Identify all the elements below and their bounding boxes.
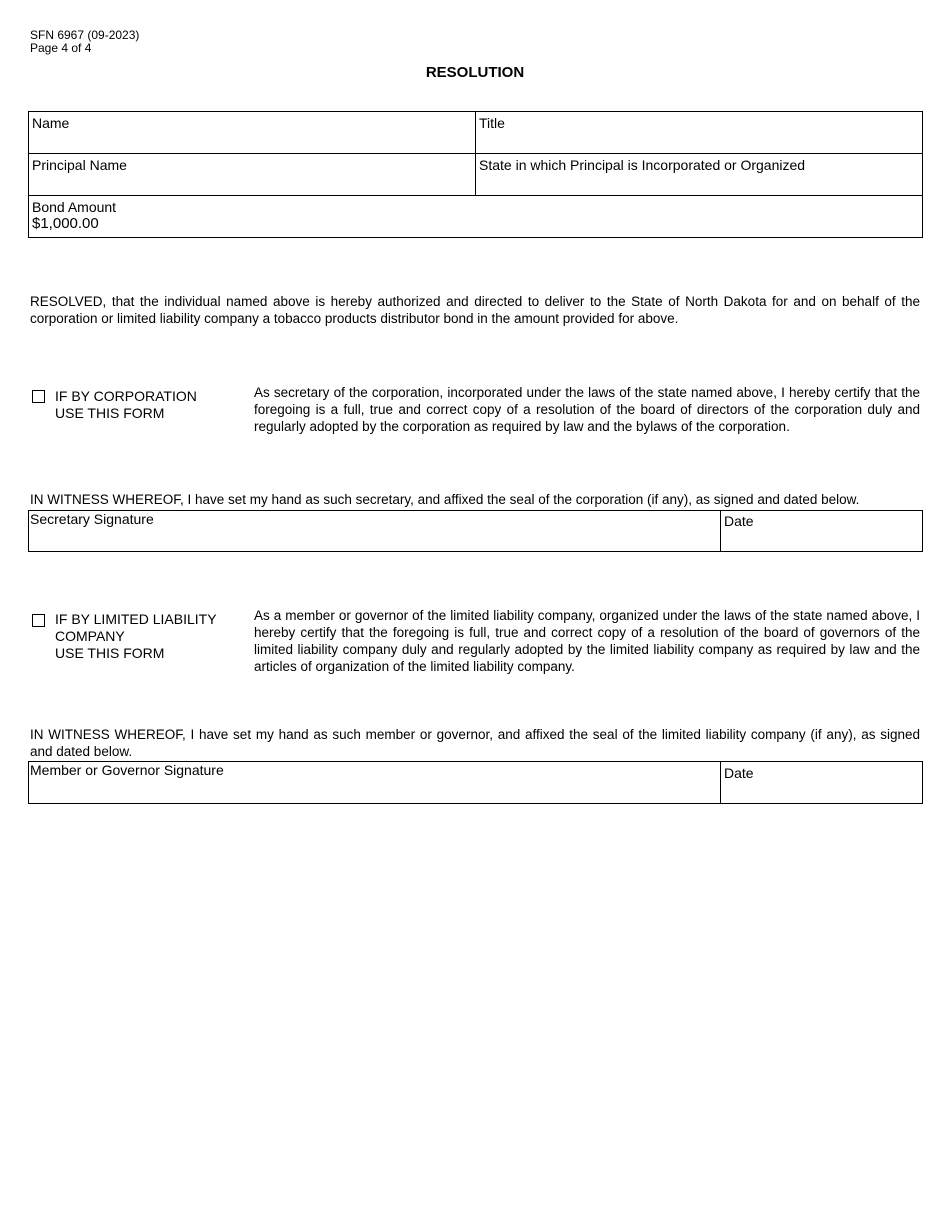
resolved-paragraph: RESOLVED, that the individual named above is hereby authorized and directed to deliver to the State of North Dakota for and on behalf of the corporation or limited liability company a tobacco products distributor bond in the amount provided for above. — [30, 294, 920, 326]
corporation-checkbox[interactable] — [32, 390, 45, 403]
name-field[interactable] — [28, 111, 476, 154]
state-label: State in which Principal is Incorporated or Organized — [479, 157, 806, 173]
secretary-signature-field[interactable] — [28, 510, 721, 552]
corporation-label-line2: USE THIS FORM — [55, 405, 165, 421]
llc-label-line3: USE THIS FORM — [55, 645, 165, 661]
state-field[interactable] — [475, 153, 923, 196]
llc-date-label: Date — [724, 765, 754, 781]
llc-label-line1: IF BY LIMITED LIABILITY — [55, 611, 217, 627]
llc-witness-text: IN WITNESS WHEREOF, I have set my hand as such member or governor, and affixed the seal of the limited liability company (if any), as signed and dated below. — [30, 727, 920, 759]
page-number: Page 4 of 4 — [30, 41, 92, 55]
llc-certify-text: As a member or governor of the limited liability company, organized under the laws of the state named above, I hereby certify that the foregoing is full, true and correct copy of a resolution of the board of governors of the limited liability company duly and regularly adopted by the limited liability company as required by law and the articles of organization of the limited liability company. — [254, 608, 920, 674]
corporation-checkbox-label — [55, 388, 197, 422]
principal-name-field[interactable] — [28, 153, 476, 196]
form-number: SFN 6967 (09-2023) — [30, 28, 140, 42]
secretary-signature-label: Secretary Signature — [30, 511, 154, 527]
member-signature-label: Member or Governor Signature — [30, 762, 224, 778]
bond-amount-field[interactable] — [28, 195, 923, 238]
llc-checkbox[interactable] — [32, 614, 45, 627]
corporation-date-field[interactable] — [720, 510, 923, 552]
llc-label-line2: COMPANY — [55, 628, 125, 644]
principal-name-label: Principal Name — [32, 157, 127, 173]
corporation-label-line1: IF BY CORPORATION — [55, 388, 197, 404]
name-label: Name — [32, 115, 70, 131]
title-field[interactable] — [475, 111, 923, 154]
page-title: RESOLUTION — [425, 64, 525, 81]
title-label: Title — [479, 115, 505, 131]
llc-checkbox-label — [55, 611, 217, 662]
llc-date-field[interactable] — [720, 761, 923, 804]
corporation-witness-text: IN WITNESS WHEREOF, I have set my hand as such secretary, and affixed the seal of the corporation (if any), as signed and dated below. — [30, 492, 860, 507]
corporation-certify-text: As secretary of the corporation, incorporated under the laws of the state named above, I hereby certify that the foregoing is a full, true and correct copy of a resolution of the board of directors of the corporation duly and regularly adopted by the corporation as required by law and the bylaws of the corporation. — [254, 385, 920, 434]
member-signature-field[interactable] — [28, 761, 721, 804]
corporation-date-label: Date — [724, 513, 754, 529]
bond-amount-label: Bond Amount — [32, 199, 117, 215]
bond-amount-value: $1,000.00 — [32, 215, 99, 232]
